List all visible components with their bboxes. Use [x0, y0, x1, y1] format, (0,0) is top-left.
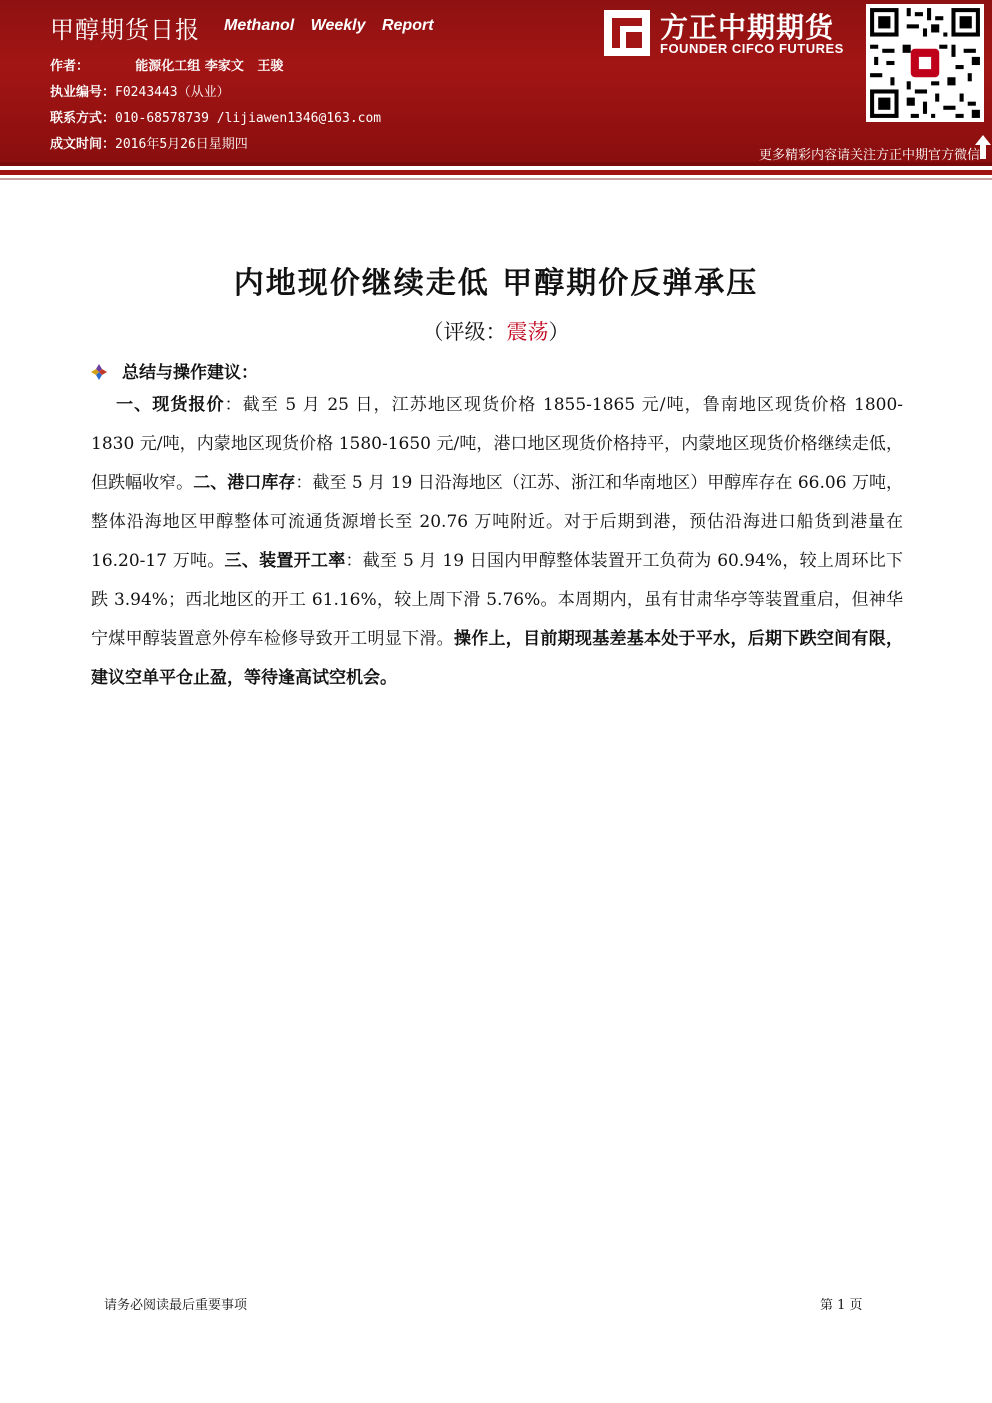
- section-heading: [90, 358, 258, 383]
- report-title: 甲醇期货日报: [50, 16, 200, 44]
- rating: [0, 316, 992, 346]
- header-divider: [0, 178, 992, 180]
- bullet-icon: [90, 363, 108, 381]
- key-operating-rate: 三、装置开工率: [224, 551, 346, 571]
- contact-line: [50, 107, 381, 126]
- company-name: 方正中期期货: [660, 11, 835, 44]
- author-line: [50, 55, 283, 74]
- date-value: 2016年5月26日星期四: [115, 137, 248, 152]
- header-divider: [0, 170, 992, 175]
- contact-label: 联系方式：: [50, 111, 116, 126]
- rating-value: 震荡: [506, 320, 549, 344]
- license-value: F0243443（从业）: [115, 85, 230, 100]
- port-inventory-text: ：截至 5 月 19 日沿海地区（江苏、浙江和华南地区）甲醇库存在 66.06 万吨，整体沿海地区甲醇整体可流通货源增长至 20.76 万吨附近。对于后期到港，预估沿海进口船货到港量在 16.20-17 万吨。: [91, 473, 904, 571]
- author-label: 作者：: [50, 59, 90, 74]
- article-headline: 内地现价继续走低 甲醇期价反弹承压: [233, 266, 759, 301]
- arrow-up-icon: [974, 134, 992, 160]
- rating-prefix: （评级：: [422, 320, 507, 344]
- contact-value: 010-68578739 /lijiawen1346@163.com: [115, 111, 382, 126]
- section-title: 总结与操作建议：: [122, 363, 258, 383]
- page-number: 第 1 页: [820, 1298, 863, 1313]
- trading-advice: 操作上，目前期现基差基本处于平水，后期下跌空间有限，建议空单平仓止盈，等待逢高试空机会。: [91, 629, 904, 688]
- license-label: 执业编号：: [50, 85, 116, 100]
- key-spot-price: 一、现货报价: [115, 395, 225, 415]
- company-name-english: FOUNDER CIFCO FUTURES: [660, 41, 844, 56]
- report-title-english: Methanol Weekly Report: [224, 17, 434, 34]
- license-line: [50, 81, 230, 100]
- spot-price-text: ：截至 5 月 25 日，江苏地区现货价格 1855-1865 元/吨，鲁南地区现货价格 1800- 1830 元/吨，内蒙地区现货价格 1580-1650 元/吨，港口地区现货价格持平，内蒙地区现货价格继续走低，但跌幅收窄。: [91, 395, 904, 493]
- key-port-inventory: 二、港口库存: [193, 473, 296, 493]
- follow-wechat-text: 更多精彩内容请关注方正中期官方微信: [758, 148, 980, 163]
- author-names: 能源化工组 李家文 王骏: [135, 59, 284, 74]
- founder-logo-icon: [604, 10, 650, 56]
- footer-notice: 请务必阅读最后重要事项: [104, 1298, 248, 1313]
- date-line: [50, 133, 248, 152]
- operating-rate-text: ：截至 5 月 19 日国内甲醇整体装置开工负荷为 60.94%，较上周环比下跌 3.94%；西北地区的开工 61.16%，较上周下滑 5.76%。本周期内，虽有甘肃华亭等装置重启，但神华宁煤甲醇装置意外停车检修导致开工明显下滑。: [91, 551, 903, 649]
- qr-code-icon: [866, 4, 984, 122]
- summary-paragraph: [91, 386, 903, 698]
- rating-suffix: ）: [548, 320, 570, 344]
- date-label: 成文时间：: [50, 137, 116, 152]
